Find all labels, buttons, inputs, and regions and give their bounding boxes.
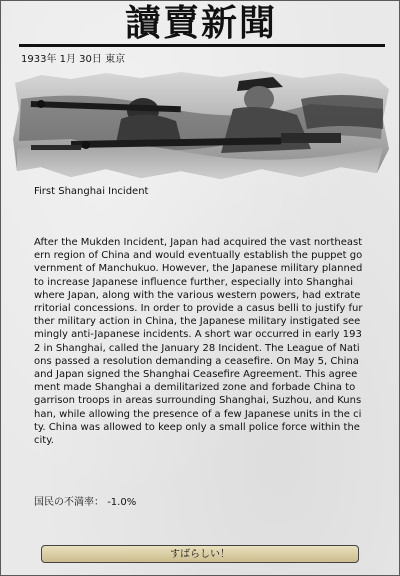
news-photo-soldiers-with-rifles (11, 69, 391, 181)
unrest-effect (34, 493, 136, 508)
confirm-button[interactable]: すばらしい！ (41, 545, 359, 563)
masthead-rule (19, 44, 385, 47)
article-headline: First Shanghai Incident (34, 186, 149, 197)
newspaper-dateline: 1933年 1月 30日 東京 (21, 54, 126, 65)
unrest-label: 国民の不満率： (34, 497, 104, 508)
article-body: After the Mukden Incident, Japan had acquired the vast northeastern region of China and would eventually establish the puppet government of Manchukuo. However, the Japanese military planned to increase Japanese influence further, especially into Shanghai where Japan, along with the various western powers, had extraterritorial concessions. In order to provide a casus belli to justify further military action in China, the Japanese military instigated seemingly anti-Japanese incidents. A short war occurred in early 1932 in Shanghai, called the January 28 Incident. The League of Nations passed a resolution demanding a ceasefire. On May 5, China and Japan signed the Shanghai Ceasefire Agreement. This agreement made Shanghai a demilitarized zone and forbade China to garrison troops in areas surrounding Shanghai, Suzhou, and Kunshan, while allowing the presence of a few Japanese units in the city. China was allowed to keep only a small police force within the city. (34, 237, 363, 447)
newspaper-masthead: 讀賣新聞 (124, 2, 277, 44)
unrest-value: -1.0% (107, 497, 137, 508)
